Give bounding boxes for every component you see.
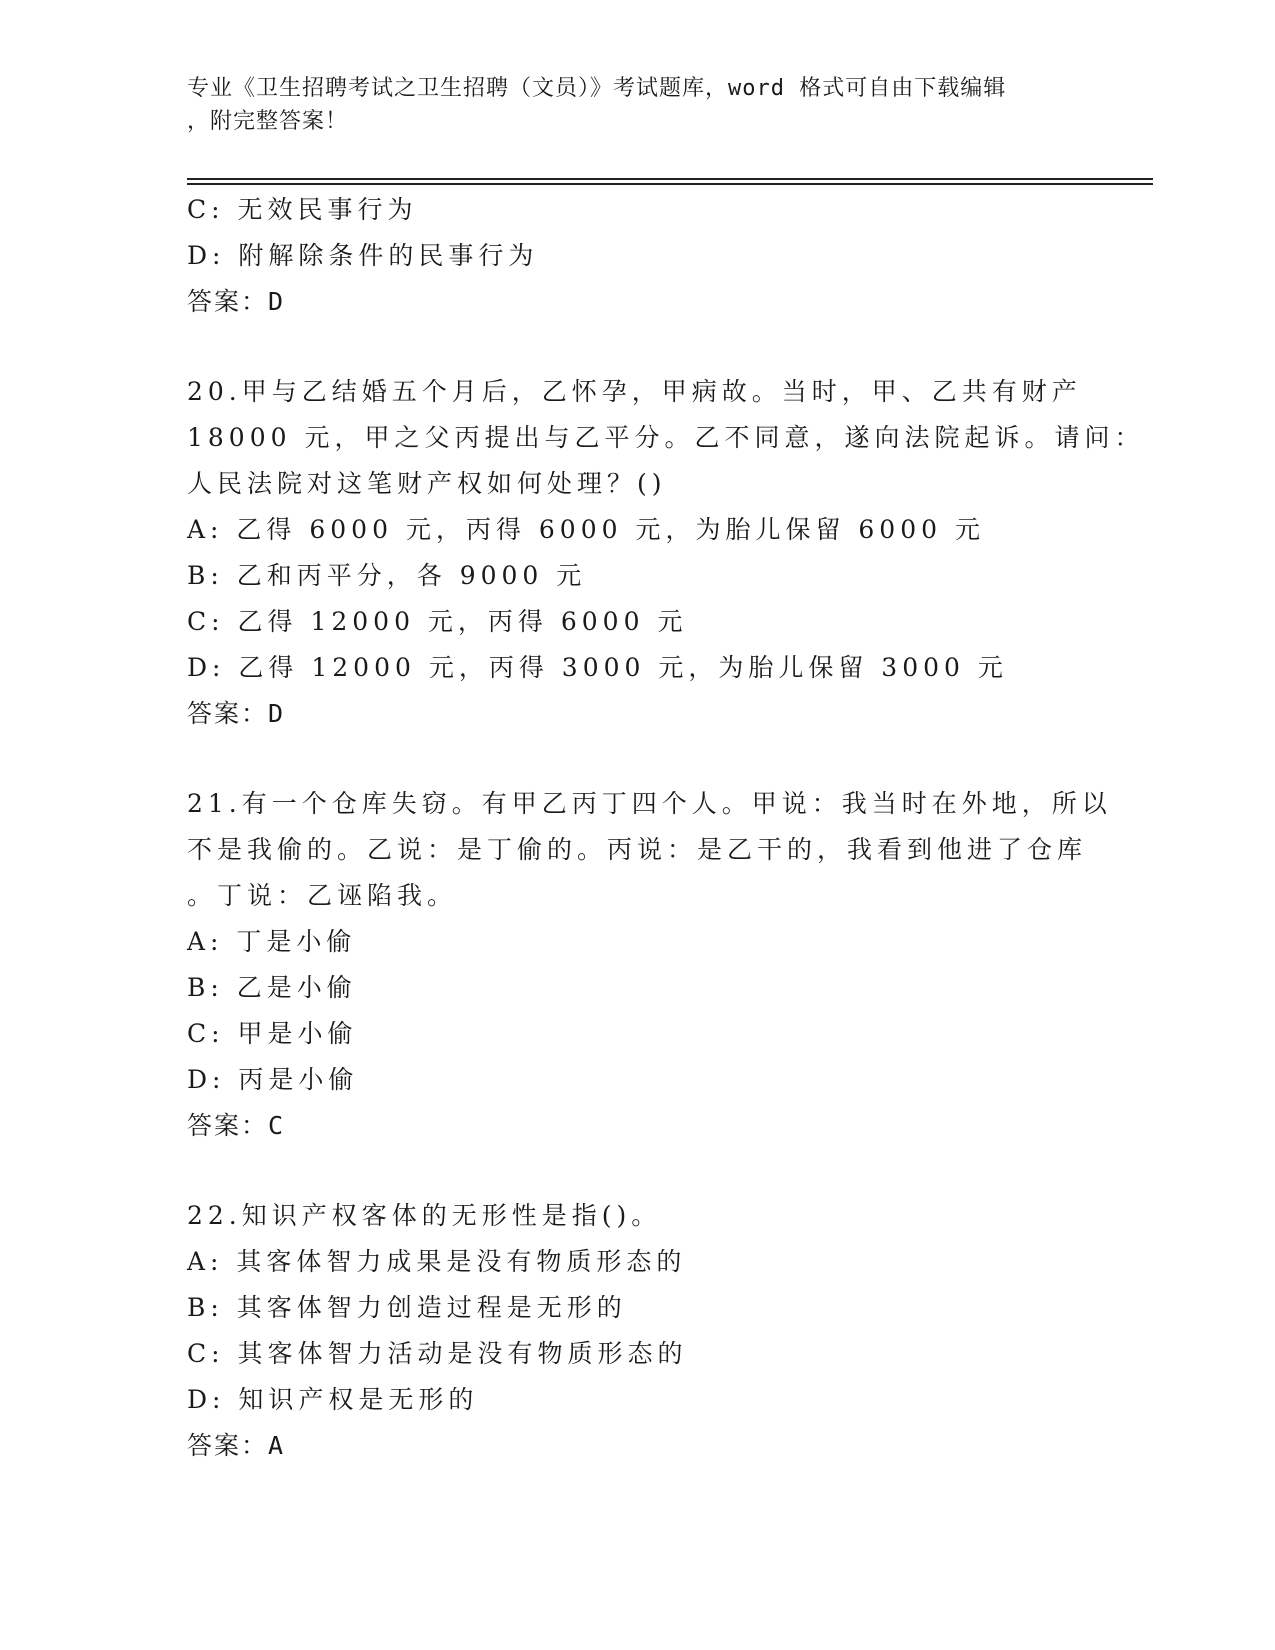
answer-label: 答案： [187, 287, 269, 316]
header-divider-bottom [187, 183, 1153, 185]
answer-line [187, 1423, 1087, 1469]
option-d: D: 附解除条件的民事行为 [187, 241, 539, 270]
question-stem-line: 不是我偷的。乙说：是丁偷的。丙说：是乙干的，我看到他进了仓库 [187, 835, 1088, 864]
option-b: B: 其客体智力创造过程是无形的 [187, 1293, 627, 1322]
question-prev [187, 187, 1087, 325]
answer-line [187, 691, 1087, 737]
option-a: A: 丁是小偷 [187, 927, 357, 956]
answer-label: 答案： [187, 1111, 269, 1140]
option-a: A: 其客体智力成果是没有物质形态的 [187, 1247, 687, 1276]
option-d: D: 知识产权是无形的 [187, 1385, 479, 1414]
answer-value: C [268, 1111, 286, 1140]
answer-line [187, 279, 1087, 325]
answer-label: 答案： [187, 1431, 269, 1460]
question-list [187, 187, 1145, 1469]
answer-value: D [268, 699, 286, 728]
answer-value: D [268, 287, 286, 316]
header-divider-top [187, 178, 1153, 180]
question-stem-line: 21.有一个仓库失窃。有甲乙丙丁四个人。甲说：我当时在外地，所以 [187, 789, 1112, 818]
option-b: B: 乙是小偷 [187, 973, 357, 1002]
question-stem-line: 22.知识产权客体的无形性是指()。 [187, 1201, 662, 1230]
question-stem-line: 。丁说：乙诬陷我。 [187, 881, 458, 910]
answer-line [187, 1103, 1087, 1149]
question-20 [187, 369, 1145, 737]
answer-label: 答案： [187, 699, 269, 728]
question-stem-line: 20.甲与乙结婚五个月后，乙怀孕，甲病故。当时，甲、乙共有财产 [187, 377, 1082, 406]
option-a: A: 乙得 6000 元，丙得 6000 元，为胎儿保留 6000 元 [187, 515, 985, 544]
question-stem-line: 18000 元，甲之父丙提出与乙平分。乙不同意，遂向法院起诉。请问： [187, 423, 1145, 452]
option-c: C: 甲是小偷 [187, 1019, 358, 1048]
question-stem-line: 人民法院对这笔财产权如何处理？() [187, 469, 667, 498]
option-b: B: 乙和丙平分，各 9000 元 [187, 561, 587, 590]
question-21 [187, 781, 1112, 1149]
option-d: D: 乙得 12000 元，丙得 3000 元，为胎儿保留 3000 元 [187, 653, 1008, 682]
header-line-1: 专业《卫生招聘考试之卫生招聘（文员）》考试题库，word 格式可自由下载编辑 [187, 76, 1007, 101]
document-header [187, 72, 1087, 138]
question-22 [187, 1193, 1087, 1469]
header-line-2: ，附完整答案！ [187, 109, 349, 134]
answer-value: A [268, 1431, 286, 1460]
option-c: C: 其客体智力活动是没有物质形态的 [187, 1339, 688, 1368]
option-c: C: 无效民事行为 [187, 195, 418, 224]
option-d: D: 丙是小偷 [187, 1065, 359, 1094]
option-c: C: 乙得 12000 元，丙得 6000 元 [187, 607, 688, 636]
